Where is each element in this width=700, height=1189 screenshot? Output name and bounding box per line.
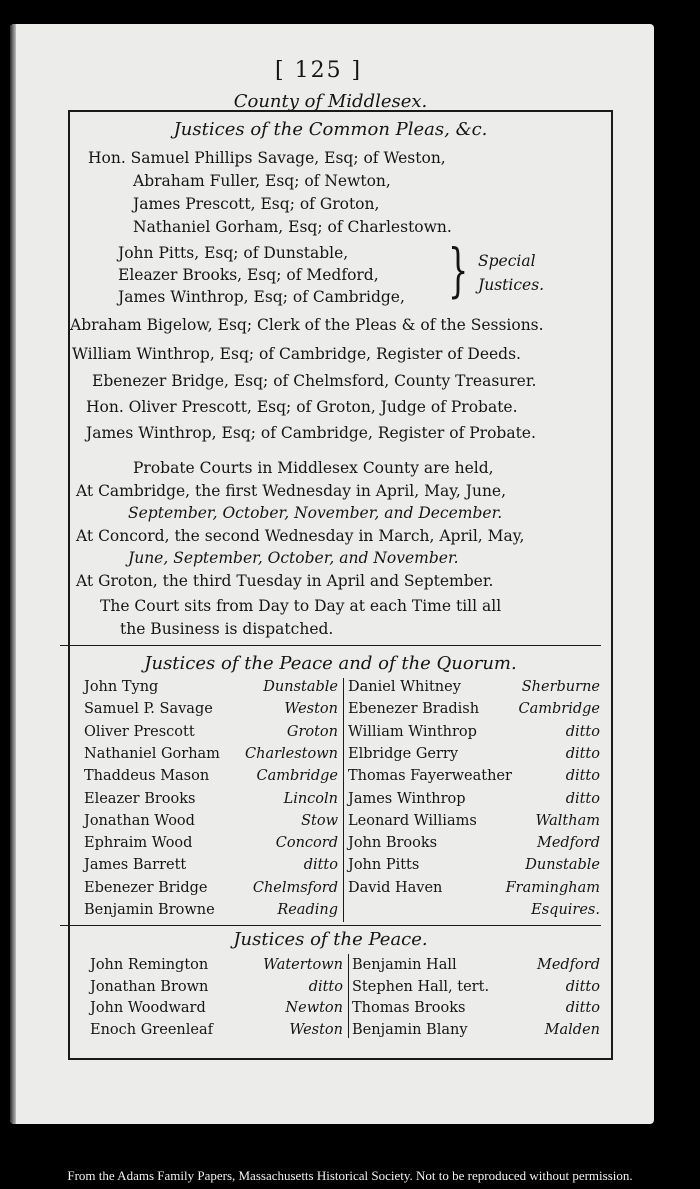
justice-town: Sherburne xyxy=(521,679,600,695)
justice-name: James Winthrop xyxy=(348,790,466,807)
justice-name: Nathaniel Gorham xyxy=(84,745,220,762)
probate-line: At Groton, the third Tuesday in April and September. xyxy=(76,572,494,590)
justice-name: Leonard Williams xyxy=(348,812,477,829)
justice-town: Cambridge xyxy=(256,768,338,785)
cp-line: Abraham Fuller, Esq; of Newton, xyxy=(133,172,391,190)
justice-name: Benjamin Browne xyxy=(84,902,215,918)
justice-town: Concord xyxy=(275,835,338,852)
justice-entry xyxy=(90,1022,343,1042)
probate-line: September, October, November, and December. xyxy=(128,504,503,522)
archive-caption: From the Adams Family Papers, Massachusetts Historical Society. Not to be reproduced without permission. xyxy=(67,1168,633,1183)
section-divider xyxy=(60,645,601,646)
county-heading: County of Middlesex. xyxy=(233,91,428,112)
justice-entry xyxy=(84,857,338,877)
justice-name: Jonathan Brown xyxy=(90,978,209,995)
justice-name: Eleazer Brooks xyxy=(84,790,196,807)
justice-entry xyxy=(348,835,600,855)
special-justice-line: John Pitts, Esq; of Dunstable, xyxy=(118,244,349,262)
justice-entry xyxy=(84,724,338,744)
special-label: Justices. xyxy=(478,276,545,294)
justice-entry xyxy=(348,679,600,699)
justice-name: Elbridge Gerry xyxy=(348,745,459,762)
justice-entry xyxy=(84,791,338,811)
justice-town: Newton xyxy=(285,1000,343,1016)
justice-town: ditto xyxy=(303,857,338,874)
cp-line: Hon. Samuel Phillips Savage, Esq; of Weston, xyxy=(88,149,446,167)
justice-town: Waltham xyxy=(535,812,600,829)
justice-entry xyxy=(84,701,338,721)
justice-name: Thomas Fayerweather xyxy=(348,768,512,785)
justice-town: Cambridge xyxy=(518,701,600,718)
justice-name: Jonathan Wood xyxy=(84,812,195,829)
justice-town: Medford xyxy=(536,957,600,973)
justice-town: Weston xyxy=(289,1021,343,1038)
justice-town: ditto xyxy=(565,790,600,807)
officer-line: William Winthrop, Esq; of Cambridge, Register of Deeds. xyxy=(72,345,521,363)
justice-name: John Woodward xyxy=(90,1000,206,1016)
court-note-line: the Business is dispatched. xyxy=(120,620,334,638)
justice-entry xyxy=(348,902,600,922)
justice-name: Ebenezer Bradish xyxy=(348,701,480,718)
justice-name: Oliver Prescott xyxy=(84,723,195,740)
justice-name: John Pitts xyxy=(348,857,420,874)
justice-name: Benjamin Blany xyxy=(352,1021,468,1038)
column-divider xyxy=(348,954,349,1038)
justice-town: Charlestown xyxy=(245,745,338,762)
justice-entry xyxy=(84,880,338,900)
column-divider xyxy=(343,678,344,922)
justice-name: Samuel P. Savage xyxy=(84,701,213,718)
justice-name: John Remington xyxy=(90,957,209,973)
justice-town: ditto xyxy=(565,978,600,995)
court-note-line: The Court sits from Day to Day at each Time till all xyxy=(100,597,502,615)
officer-line: Hon. Oliver Prescott, Esq; of Groton, Judge of Probate. xyxy=(86,398,518,416)
justice-entry xyxy=(348,813,600,833)
justice-name: Ebenezer Bridge xyxy=(84,879,208,896)
special-label: Special xyxy=(478,252,536,270)
justice-entry xyxy=(90,957,343,977)
page-number: [ 125 ] xyxy=(275,58,363,83)
justice-town: ditto xyxy=(308,978,343,995)
page-fold-shadow xyxy=(10,24,16,1124)
justice-town: Framingham xyxy=(505,879,600,896)
justice-name: David Haven xyxy=(348,879,443,896)
justice-name: James Barrett xyxy=(84,857,187,874)
justice-entry xyxy=(84,746,338,766)
justice-town: ditto xyxy=(565,768,600,785)
justice-entry xyxy=(348,746,600,766)
brace-icon: } xyxy=(448,236,469,304)
justice-entry xyxy=(348,724,600,744)
justice-entry xyxy=(348,880,600,900)
justice-name: Ephraim Wood xyxy=(84,835,193,852)
justice-entry xyxy=(84,813,338,833)
justice-entry xyxy=(84,835,338,855)
justice-entry xyxy=(352,979,600,999)
justice-name: John Brooks xyxy=(348,835,438,852)
probate-line: June, September, October, and November. xyxy=(128,549,459,567)
justice-entry xyxy=(84,768,338,788)
justice-town: ditto xyxy=(565,1000,600,1016)
section-divider xyxy=(60,925,601,926)
justice-entry xyxy=(352,1022,600,1042)
justice-name: William Winthrop xyxy=(348,723,477,740)
officer-line: Ebenezer Bridge, Esq; of Chelmsford, County Treasurer. xyxy=(92,372,537,390)
justice-town: ditto xyxy=(565,745,600,762)
justice-entry xyxy=(348,701,600,721)
officer-line: Abraham Bigelow, Esq; Clerk of the Pleas & of the Sessions. xyxy=(70,316,544,334)
justice-town: Esquires. xyxy=(531,902,600,918)
special-justice-line: James Winthrop, Esq; of Cambridge, xyxy=(118,288,405,306)
officer-line: James Winthrop, Esq; of Cambridge, Register of Probate. xyxy=(86,424,536,442)
probate-line: At Concord, the second Wednesday in March, April, May, xyxy=(76,527,525,545)
justice-town: Medford xyxy=(536,835,600,852)
cp-line: Nathaniel Gorham, Esq; of Charlestown. xyxy=(133,218,452,236)
justice-entry xyxy=(348,791,600,811)
justice-name: Daniel Whitney xyxy=(348,679,461,695)
peace-heading: Justices of the Peace. xyxy=(233,929,428,950)
justice-entry xyxy=(84,679,338,699)
justice-town: ditto xyxy=(565,723,600,740)
justice-entry xyxy=(352,957,600,977)
justice-entry xyxy=(90,979,343,999)
justice-name: Stephen Hall, tert. xyxy=(352,978,490,995)
justice-entry xyxy=(348,768,600,788)
justice-town: Watertown xyxy=(263,957,343,973)
cp-line: James Prescott, Esq; of Groton, xyxy=(133,195,380,213)
justice-town: Dunstable xyxy=(525,857,600,874)
common-pleas-heading: Justices of the Common Pleas, &c. xyxy=(173,119,488,140)
justice-name: Enoch Greenleaf xyxy=(90,1021,213,1038)
justice-town: Reading xyxy=(277,902,338,918)
justice-name: Thomas Brooks xyxy=(352,1000,466,1016)
probate-line: Probate Courts in Middlesex County are held, xyxy=(133,459,494,477)
justice-entry xyxy=(348,857,600,877)
justice-entry xyxy=(84,902,338,922)
justice-entry xyxy=(90,1000,343,1020)
justice-town: Chelmsford xyxy=(252,879,338,896)
probate-line: At Cambridge, the first Wednesday in April, May, June, xyxy=(76,482,507,500)
justice-name: John Tyng xyxy=(84,679,159,695)
quorum-heading: Justices of the Peace and of the Quorum. xyxy=(144,653,517,674)
justice-town: Malden xyxy=(544,1021,600,1038)
special-justice-line: Eleazer Brooks, Esq; of Medford, xyxy=(118,266,379,284)
justice-name: Thaddeus Mason xyxy=(84,768,210,785)
justice-town: Lincoln xyxy=(283,790,338,807)
justice-name: Benjamin Hall xyxy=(352,957,457,973)
justice-town: Dunstable xyxy=(263,679,338,695)
justice-entry xyxy=(352,1000,600,1020)
justice-town: Stow xyxy=(301,812,338,829)
justice-town: Weston xyxy=(284,701,338,718)
justice-town: Groton xyxy=(286,723,338,740)
